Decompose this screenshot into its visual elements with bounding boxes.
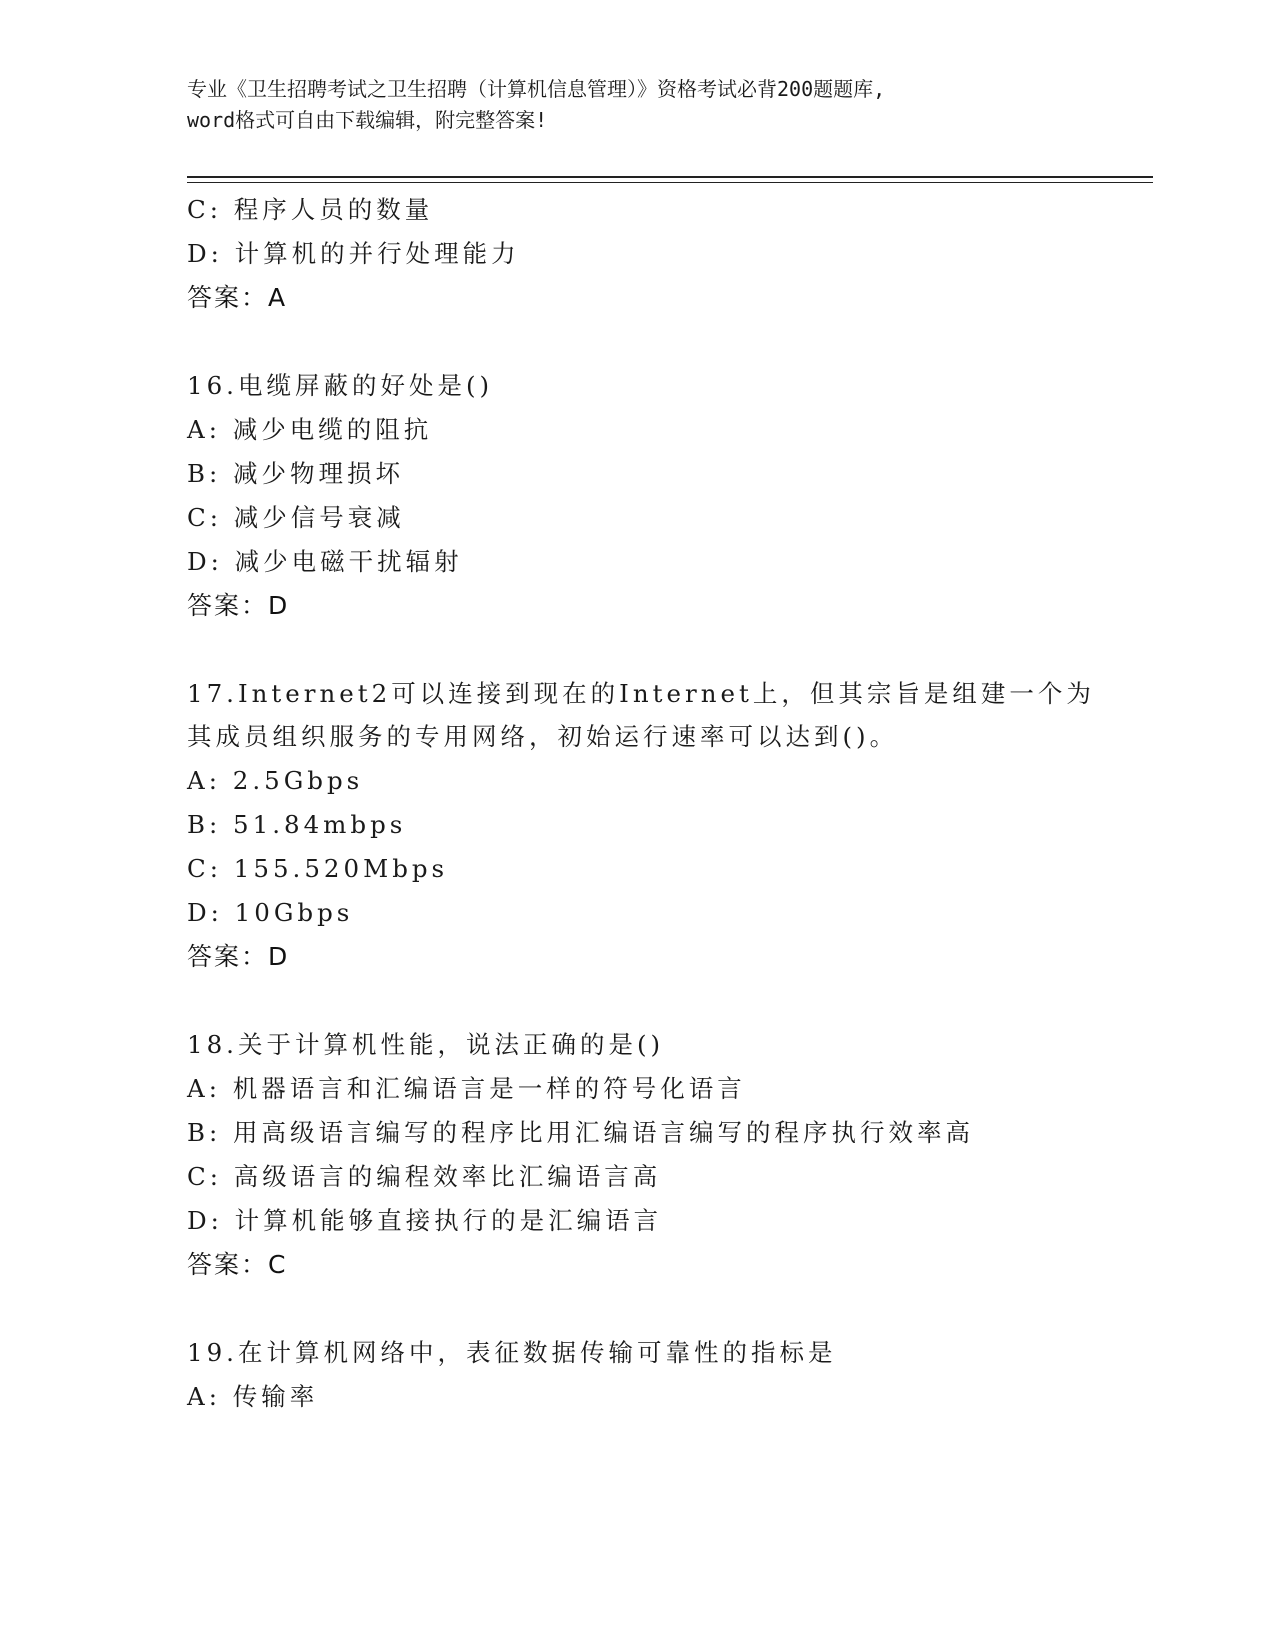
question-16-option-d: D: 减少电磁干扰辐射 xyxy=(187,547,463,576)
header-rule-thin xyxy=(187,182,1153,183)
question-17-answer: 答案：D xyxy=(187,942,290,971)
header-rule-thick xyxy=(187,176,1153,178)
question-16-option-a: A: 减少电缆的阻抗 xyxy=(187,415,433,444)
question-19-option-a: A: 传输率 xyxy=(187,1382,319,1411)
document-header xyxy=(187,74,1087,136)
question-16-answer: 答案：D xyxy=(187,591,290,620)
prev-question-answer: 答案：A xyxy=(187,283,288,312)
question-18-stem: 18.关于计算机性能，说法正确的是() xyxy=(187,1030,665,1059)
question-16-option-c: C: 减少信号衰减 xyxy=(187,503,405,532)
question-18-option-c: C: 高级语言的编程效率比汇编语言高 xyxy=(187,1162,662,1191)
question-18-option-d: D: 计算机能够直接执行的是汇编语言 xyxy=(187,1206,663,1235)
header-title-line-1: 专业《卫生招聘考试之卫生招聘（计算机信息管理）》资格考试必背200题题库, xyxy=(187,77,886,101)
question-17-stem-line-2: 其成员组织服务的专用网络，初始运行速率可以达到()。 xyxy=(187,722,899,751)
question-18-answer: 答案：C xyxy=(187,1250,288,1279)
question-17-option-c: C: 155.520Mbps xyxy=(187,854,449,883)
question-17-stem-line-1: 17.Internet2可以连接到现在的Internet上，但其宗旨是组建一个为 xyxy=(187,679,1095,708)
header-title-line-2: word格式可自由下载编辑，附完整答案! xyxy=(187,108,548,132)
prev-question-option-d: D: 计算机的并行处理能力 xyxy=(187,239,520,268)
prev-question-option-c: C: 程序人员的数量 xyxy=(187,195,434,224)
question-17-option-a: A: 2.5Gbps xyxy=(187,766,364,795)
question-16-stem: 16.电缆屏蔽的好处是() xyxy=(187,371,494,400)
question-18-option-b: B: 用高级语言编写的程序比用汇编语言编写的程序执行效率高 xyxy=(187,1118,975,1147)
question-19-stem: 19.在计算机网络中，表征数据传输可靠性的指标是 xyxy=(187,1338,837,1367)
question-17-option-b: B: 51.84mbps xyxy=(187,810,407,839)
question-16-option-b: B: 减少物理损坏 xyxy=(187,459,405,488)
question-18-option-a: A: 机器语言和汇编语言是一样的符号化语言 xyxy=(187,1074,746,1103)
question-17-option-d: D: 10Gbps xyxy=(187,898,354,927)
